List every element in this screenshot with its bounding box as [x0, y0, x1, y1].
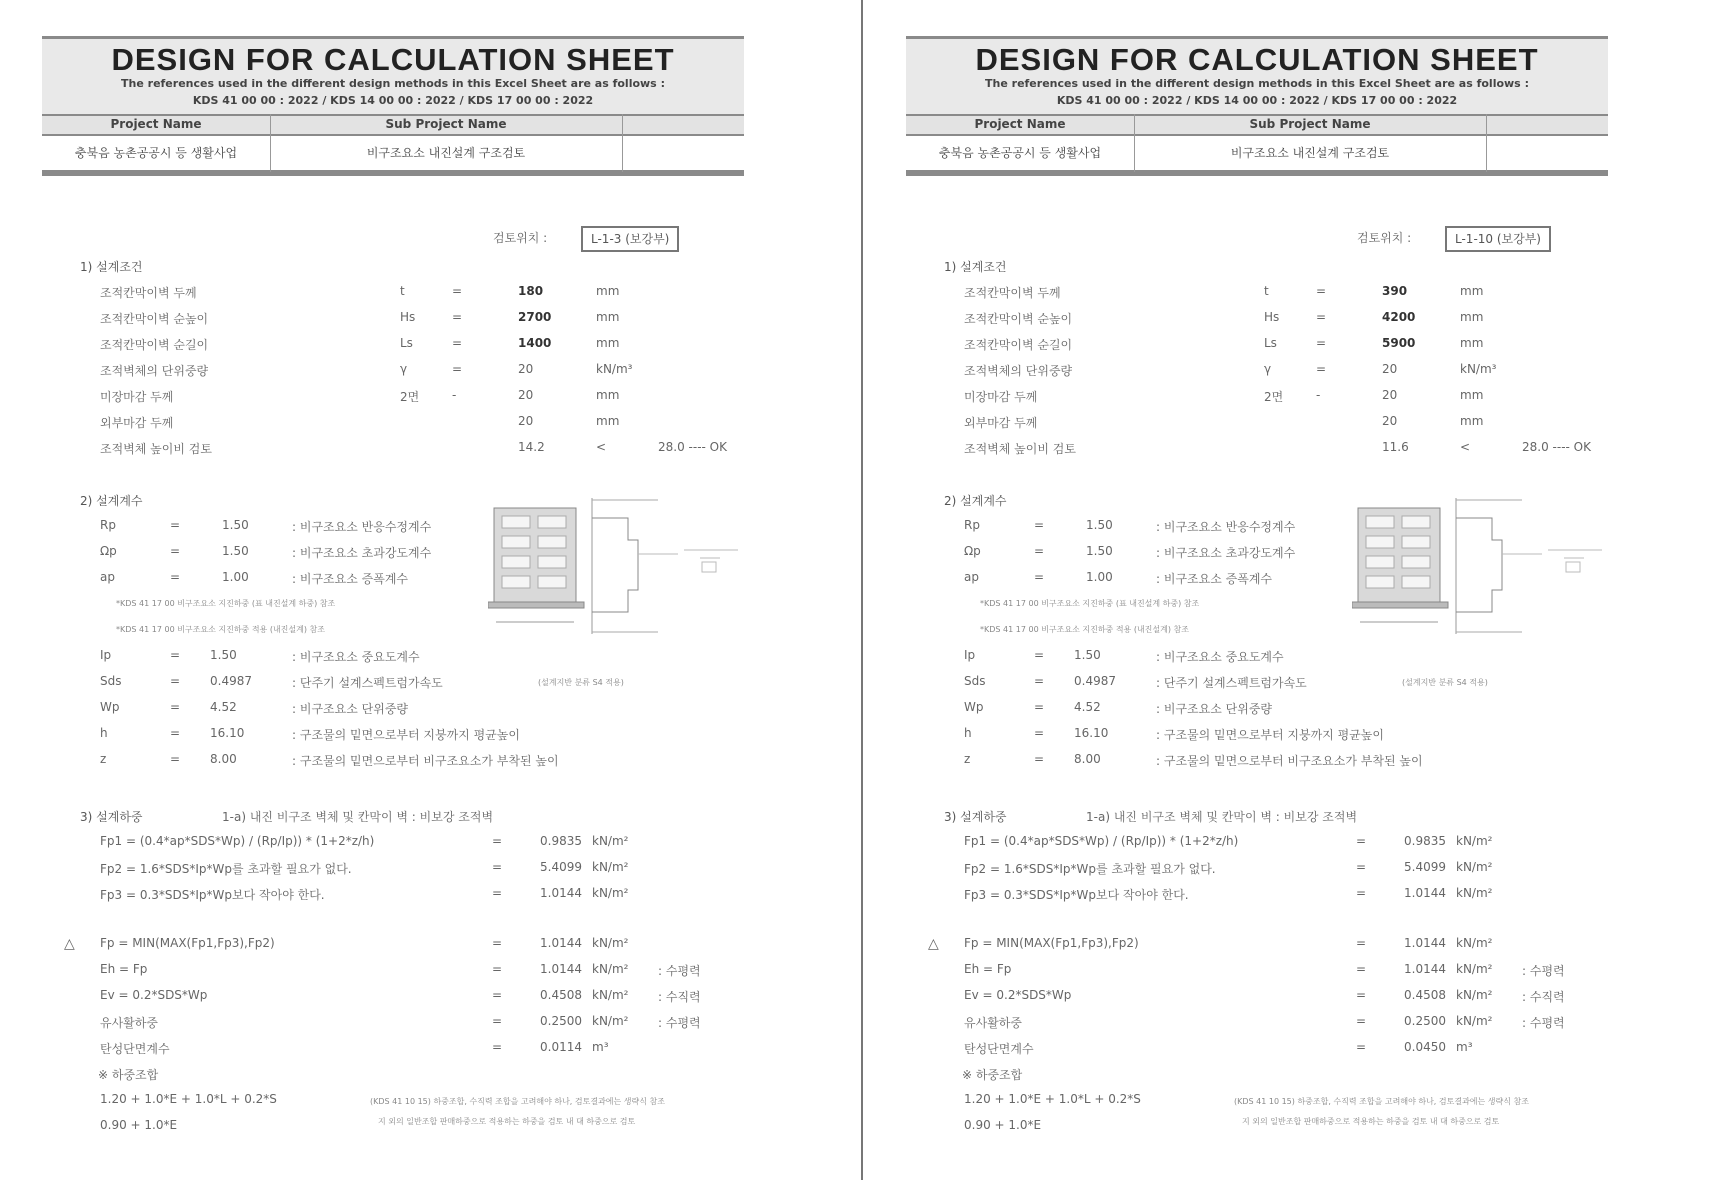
load-combination: 0.90 + 1.0*E	[100, 1118, 178, 1132]
condition-equals: =	[452, 284, 463, 298]
condition-value: 4200	[1382, 310, 1416, 324]
condition-equals: =	[1316, 284, 1327, 298]
condition-name: 조적벽체 높이비 검토	[100, 442, 212, 456]
references-line-2: KDS 41 00 00 : 2022 / KDS 14 00 00 : 2022 / KDS 17 00 00 : 2022	[192, 94, 594, 107]
project-header-row	[906, 114, 1608, 136]
calc-sheet-page-2	[864, 0, 1724, 1180]
coefficient-equals: =	[170, 570, 181, 584]
load-equals: =	[492, 834, 503, 848]
coefficient-description: : 비구조요소 반응수정계수	[292, 520, 432, 534]
coefficient-description: : 비구조요소 증폭계수	[292, 572, 409, 586]
condition-unit: mm	[596, 310, 620, 324]
result-equals: =	[492, 936, 503, 950]
load-combination: 0.90 + 1.0*E	[964, 1118, 1042, 1132]
section-3-title: 3) 설계하중	[80, 810, 143, 824]
condition-equals: =	[1316, 362, 1327, 376]
sheet-title: DESIGN FOR CALCULATION SHEET	[975, 42, 1539, 77]
condition-unit: <	[1460, 440, 1471, 454]
coefficient-description: : 구조물의 밑면으로부터 지붕까지 평균높이	[292, 728, 520, 742]
result-equals: =	[492, 1014, 503, 1028]
load-value: 0.9835	[1404, 834, 1446, 848]
coefficient-description: : 단주기 설계스펙트럼가속도	[292, 676, 443, 690]
page-divider	[861, 0, 863, 1180]
header-divider-2	[622, 114, 623, 172]
coefficient-value: 1.50	[1074, 648, 1101, 662]
load-value: 5.4099	[1404, 860, 1446, 874]
project-name-value: 충북음 농촌공공시 등 생활사업	[938, 146, 1102, 160]
result-expression: Fp = MIN(MAX(Fp1,Fp3),Fp2)	[964, 936, 1139, 950]
result-value: 1.0144	[1404, 962, 1446, 976]
coefficient-equals: =	[1034, 674, 1045, 688]
section-2-title: 2) 설계계수	[80, 494, 143, 508]
result-unit: kN/m²	[1456, 988, 1493, 1002]
coefficient-equals: =	[1034, 648, 1045, 662]
coefficient-equals: =	[170, 544, 181, 558]
load-unit: kN/m²	[592, 886, 629, 900]
condition-symbol: 2면	[1264, 390, 1284, 404]
coefficient-description: : 구조물의 밑면으로부터 지붕까지 평균높이	[1156, 728, 1384, 742]
coefficient-equals: =	[1034, 700, 1045, 714]
load-equals: =	[1356, 834, 1367, 848]
coefficient-description: : 비구조요소 단위중량	[1156, 702, 1273, 716]
coefficient-description: : 구조물의 밑면으로부터 비구조요소가 부착된 높이	[1156, 754, 1423, 768]
coefficient-extra-note: (설계지반 분류 S4 적용)	[1402, 678, 1488, 687]
condition-equals: =	[452, 310, 463, 324]
condition-value: 20	[1382, 388, 1398, 402]
title-band	[42, 36, 744, 115]
coefficient-description: : 구조물의 밑면으로부터 비구조요소가 부착된 높이	[292, 754, 559, 768]
section-2-title: 2) 설계계수	[944, 494, 1007, 508]
load-combination-title: ※ 하중조합	[962, 1068, 1023, 1082]
condition-unit: mm	[1460, 336, 1484, 350]
coefficient-symbol: Wp	[964, 700, 984, 714]
warning-triangle-icon: △	[928, 936, 939, 952]
load-equals: =	[1356, 886, 1367, 900]
load-unit: kN/m²	[1456, 834, 1493, 848]
condition-symbol: 2면	[400, 390, 420, 404]
coefficient-symbol: Sds	[100, 674, 122, 688]
coefficient-description: : 비구조요소 증폭계수	[1156, 572, 1273, 586]
condition-name: 조적칸막이벽 순높이	[100, 312, 209, 326]
header-divider-2	[1486, 114, 1487, 172]
result-equals: =	[1356, 936, 1367, 950]
load-unit: kN/m²	[1456, 860, 1493, 874]
condition-name: 조적벽체의 단위중량	[100, 364, 209, 378]
result-value: 0.2500	[1404, 1014, 1446, 1028]
result-value: 1.0144	[540, 962, 582, 976]
result-value: 0.0114	[540, 1040, 582, 1054]
section-3-title: 3) 설계하중	[944, 810, 1007, 824]
condition-value: 5900	[1382, 336, 1416, 350]
coefficient-equals: =	[170, 674, 181, 688]
sheet-header	[42, 36, 744, 178]
combination-note-1: (KDS 41 10 15) 하중조합, 수직력 조합을 고려해야 하나, 검토결과에는 생략식 참조	[1234, 1097, 1529, 1106]
result-unit: m³	[592, 1040, 609, 1054]
coefficient-description: : 비구조요소 반응수정계수	[1156, 520, 1296, 534]
project-name-label: Project Name	[974, 117, 1066, 131]
result-expression: 유사활하중	[100, 1016, 158, 1030]
coefficient-symbol: h	[100, 726, 108, 740]
condition-value: 20	[1382, 414, 1398, 428]
condition-name: 조적칸막이벽 두께	[964, 286, 1061, 300]
condition-unit: mm	[1460, 388, 1484, 402]
condition-symbol: t	[400, 284, 405, 298]
condition-value: 20	[518, 414, 534, 428]
condition-unit: <	[596, 440, 607, 454]
result-direction-note: : 수평력	[658, 1016, 701, 1030]
coefficient-description: : 비구조요소 초과강도계수	[1156, 546, 1296, 560]
coefficient-value: 8.00	[1074, 752, 1101, 766]
condition-symbol: Ls	[1264, 336, 1277, 350]
condition-symbol: Hs	[1264, 310, 1280, 324]
coefficient-symbol: Rp	[100, 518, 116, 532]
sub-project-name-value: 비구조요소 내진설계 구조검토	[366, 146, 526, 160]
result-equals: =	[1356, 1014, 1367, 1028]
condition-name: 조적칸막이벽 순길이	[100, 338, 209, 352]
project-name-label: Project Name	[110, 117, 202, 131]
result-unit: kN/m²	[1456, 936, 1493, 950]
condition-value: 2700	[518, 310, 552, 324]
coefficient-equals: =	[1034, 752, 1045, 766]
load-value: 1.0144	[1404, 886, 1446, 900]
condition-unit: mm	[596, 388, 620, 402]
coefficient-symbol: ap	[964, 570, 979, 584]
load-equals: =	[492, 886, 503, 900]
result-expression: 탄성단면계수	[100, 1042, 170, 1056]
condition-unit: mm	[1460, 414, 1484, 428]
references-line-1: The references used in the different design methods in this Excel Sheet are as follows :	[121, 77, 665, 90]
section-1-title: 1) 설계조건	[944, 260, 1007, 274]
load-unit: kN/m²	[592, 860, 629, 874]
coefficient-note-2: *KDS 41 17 00 비구조요소 지진하중 적용 (내진설계) 참조	[116, 625, 325, 634]
condition-unit: mm	[596, 336, 620, 350]
coefficient-value: 16.10	[1074, 726, 1109, 740]
result-direction-note: : 수평력	[1522, 1016, 1565, 1030]
load-expression: Fp2 = 1.6*SDS*Ip*Wp를 초과할 필요가 없다.	[964, 862, 1216, 876]
load-unit: kN/m²	[1456, 886, 1493, 900]
load-value: 5.4099	[540, 860, 582, 874]
condition-equals: =	[452, 336, 463, 350]
result-direction-note: : 수직력	[1522, 990, 1565, 1004]
condition-unit: mm	[596, 414, 620, 428]
condition-name: 외부마감 두께	[100, 416, 174, 430]
load-equals: =	[492, 860, 503, 874]
load-value: 0.9835	[540, 834, 582, 848]
result-expression: 탄성단면계수	[964, 1042, 1034, 1056]
condition-name: 조적칸막이벽 순길이	[964, 338, 1073, 352]
load-combination: 1.20 + 1.0*E + 1.0*L + 0.2*S	[100, 1092, 277, 1106]
result-equals: =	[492, 1040, 503, 1054]
condition-symbol: Hs	[400, 310, 416, 324]
coefficient-symbol: Sds	[964, 674, 986, 688]
project-name-value: 충북음 농촌공공시 등 생활사업	[74, 146, 238, 160]
condition-check: 28.0 ---- OK	[1522, 440, 1591, 454]
coefficient-symbol: ap	[100, 570, 115, 584]
result-value: 1.0144	[1404, 936, 1446, 950]
coefficient-description: : 비구조요소 단위중량	[292, 702, 409, 716]
header-divider-1	[1134, 114, 1135, 172]
coefficient-value: 1.50	[210, 648, 237, 662]
result-equals: =	[492, 962, 503, 976]
load-value: 1.0144	[540, 886, 582, 900]
result-unit: m³	[1456, 1040, 1473, 1054]
condition-equals: -	[1316, 388, 1321, 402]
load-expression: Fp3 = 0.3*SDS*Ip*Wp보다 작아야 한다.	[964, 888, 1189, 902]
result-expression: 유사활하중	[964, 1016, 1022, 1030]
condition-unit: mm	[1460, 284, 1484, 298]
condition-value: 180	[518, 284, 544, 298]
load-combination-title: ※ 하중조합	[98, 1068, 159, 1082]
coefficient-value: 1.00	[1086, 570, 1113, 584]
condition-unit: mm	[1460, 310, 1484, 324]
condition-value: 1400	[518, 336, 552, 350]
coefficient-equals: =	[170, 700, 181, 714]
result-equals: =	[1356, 1040, 1367, 1054]
result-unit: kN/m²	[592, 1014, 629, 1028]
result-value: 0.0450	[1404, 1040, 1446, 1054]
result-unit: kN/m²	[1456, 962, 1493, 976]
title-band	[906, 36, 1608, 115]
coefficient-equals: =	[170, 648, 181, 662]
result-value: 0.4508	[1404, 988, 1446, 1002]
condition-value: 20	[518, 362, 534, 376]
condition-value: 20	[1382, 362, 1398, 376]
coefficient-symbol: Wp	[100, 700, 120, 714]
load-combination: 1.20 + 1.0*E + 1.0*L + 0.2*S	[964, 1092, 1141, 1106]
condition-name: 조적벽체의 단위중량	[964, 364, 1073, 378]
result-value: 1.0144	[540, 936, 582, 950]
condition-symbol: Ls	[400, 336, 413, 350]
result-unit: kN/m²	[1456, 1014, 1493, 1028]
wall-load-diagram	[1352, 494, 1612, 640]
coefficient-value: 4.52	[210, 700, 237, 714]
coefficient-equals: =	[1034, 544, 1045, 558]
condition-name: 외부마감 두께	[964, 416, 1038, 430]
result-unit: kN/m²	[592, 988, 629, 1002]
condition-symbol: γ	[400, 362, 408, 376]
coefficient-value: 1.50	[1086, 544, 1113, 558]
condition-equals: -	[452, 388, 457, 402]
condition-name: 조적벽체 높이비 검토	[964, 442, 1076, 456]
coefficient-equals: =	[1034, 570, 1045, 584]
condition-unit: kN/m³	[1460, 362, 1497, 376]
load-unit: kN/m²	[592, 834, 629, 848]
sheet-title: DESIGN FOR CALCULATION SHEET	[111, 42, 675, 77]
coefficient-value: 8.00	[210, 752, 237, 766]
coefficient-symbol: Ip	[964, 648, 976, 662]
coefficient-symbol: Ωp	[100, 544, 117, 558]
coefficient-symbol: z	[964, 752, 971, 766]
coefficient-note-1: *KDS 41 17 00 비구조요소 지진하중 (표 내진설계 하중) 참조	[116, 599, 336, 608]
coefficient-note-2: *KDS 41 17 00 비구조요소 지진하중 적용 (내진설계) 참조	[980, 625, 1189, 634]
condition-value: 390	[1382, 284, 1408, 298]
condition-equals: =	[1316, 336, 1327, 350]
condition-name: 조적칸막이벽 두께	[100, 286, 197, 300]
result-expression: Ev = 0.2*SDS*Wp	[100, 988, 208, 1002]
condition-value: 20	[518, 388, 534, 402]
result-expression: Fp = MIN(MAX(Fp1,Fp3),Fp2)	[100, 936, 275, 950]
sub-project-name-label: Sub Project Name	[1249, 117, 1371, 131]
coefficient-description: : 비구조요소 초과강도계수	[292, 546, 432, 560]
header-divider-1	[270, 114, 271, 172]
condition-check: 28.0 ---- OK	[658, 440, 727, 454]
condition-equals: =	[1316, 310, 1327, 324]
condition-symbol: t	[1264, 284, 1269, 298]
project-value-row	[42, 134, 744, 176]
coefficient-extra-note: (설계지반 분류 S4 적용)	[538, 678, 624, 687]
coefficient-note-1: *KDS 41 17 00 비구조요소 지진하중 (표 내진설계 하중) 참조	[980, 599, 1200, 608]
load-equals: =	[1356, 860, 1367, 874]
location-label: 검토위치 :	[1357, 231, 1412, 245]
load-expression: Fp1 = (0.4*ap*SDS*Wp) / (Rp/Ip)) * (1+2*z/h)	[100, 834, 375, 848]
coefficient-description: : 비구조요소 중요도계수	[292, 650, 420, 664]
wall-load-diagram	[488, 494, 748, 640]
project-value-row	[906, 134, 1608, 176]
condition-value: 11.6	[1382, 440, 1409, 454]
sheet-header	[906, 36, 1608, 178]
combination-note-2: 지 외의 일반조합 판매하중으로 적용하는 하중을 검토 내 대 하중으로 검토	[378, 1117, 636, 1126]
section-3-description: 1-a) 내진 비구조 벽체 및 칸막이 벽 : 비보강 조적벽	[1086, 810, 1358, 824]
coefficient-equals: =	[1034, 518, 1045, 532]
result-equals: =	[1356, 988, 1367, 1002]
combination-note-2: 지 외의 일반조합 판매하중으로 적용하는 하중을 검토 내 대 하중으로 검토	[1242, 1117, 1500, 1126]
location-label: 검토위치 :	[493, 231, 548, 245]
coefficient-equals: =	[1034, 726, 1045, 740]
coefficient-symbol: h	[964, 726, 972, 740]
result-expression: Eh = Fp	[964, 962, 1012, 976]
result-direction-note: : 수평력	[658, 964, 701, 978]
references-line-2: KDS 41 00 00 : 2022 / KDS 14 00 00 : 2022 / KDS 17 00 00 : 2022	[1056, 94, 1458, 107]
coefficient-symbol: Ip	[100, 648, 112, 662]
coefficient-value: 1.50	[1086, 518, 1113, 532]
sub-project-name-label: Sub Project Name	[385, 117, 507, 131]
location-box: L-1-3 (보강부)	[581, 226, 679, 252]
result-equals: =	[1356, 962, 1367, 976]
coefficient-value: 0.4987	[1074, 674, 1116, 688]
load-expression: Fp1 = (0.4*ap*SDS*Wp) / (Rp/Ip)) * (1+2*z/h)	[964, 834, 1239, 848]
condition-equals: =	[452, 362, 463, 376]
condition-value: 14.2	[518, 440, 545, 454]
coefficient-equals: =	[170, 726, 181, 740]
coefficient-value: 4.52	[1074, 700, 1101, 714]
condition-symbol: γ	[1264, 362, 1272, 376]
coefficient-description: : 단주기 설계스펙트럼가속도	[1156, 676, 1307, 690]
section-3-description: 1-a) 내진 비구조 벽체 및 칸막이 벽 : 비보강 조적벽	[222, 810, 494, 824]
warning-triangle-icon: △	[64, 936, 75, 952]
coefficient-symbol: Rp	[964, 518, 980, 532]
coefficient-equals: =	[170, 518, 181, 532]
result-value: 0.4508	[540, 988, 582, 1002]
condition-name: 미장마감 두께	[964, 390, 1038, 404]
condition-unit: mm	[596, 284, 620, 298]
result-value: 0.2500	[540, 1014, 582, 1028]
coefficient-value: 1.50	[222, 544, 249, 558]
result-equals: =	[492, 988, 503, 1002]
section-1-title: 1) 설계조건	[80, 260, 143, 274]
coefficient-value: 16.10	[210, 726, 245, 740]
condition-name: 조적칸막이벽 순높이	[964, 312, 1073, 326]
result-unit: kN/m²	[592, 936, 629, 950]
location-box: L-1-10 (보강부)	[1445, 226, 1551, 252]
coefficient-symbol: z	[100, 752, 107, 766]
condition-name: 미장마감 두께	[100, 390, 174, 404]
coefficient-symbol: Ωp	[964, 544, 981, 558]
coefficient-description: : 비구조요소 중요도계수	[1156, 650, 1284, 664]
references-line-1: The references used in the different design methods in this Excel Sheet are as follows :	[985, 77, 1529, 90]
result-direction-note: : 수평력	[1522, 964, 1565, 978]
calc-sheet-page-1	[0, 0, 860, 1180]
result-expression: Eh = Fp	[100, 962, 148, 976]
sub-project-name-value: 비구조요소 내진설계 구조검토	[1230, 146, 1390, 160]
project-header-row	[42, 114, 744, 136]
result-direction-note: : 수직력	[658, 990, 701, 1004]
coefficient-value: 1.00	[222, 570, 249, 584]
coefficient-value: 1.50	[222, 518, 249, 532]
result-unit: kN/m²	[592, 962, 629, 976]
result-expression: Ev = 0.2*SDS*Wp	[964, 988, 1072, 1002]
load-expression: Fp2 = 1.6*SDS*Ip*Wp를 초과할 필요가 없다.	[100, 862, 352, 876]
condition-unit: kN/m³	[596, 362, 633, 376]
coefficient-equals: =	[170, 752, 181, 766]
load-expression: Fp3 = 0.3*SDS*Ip*Wp보다 작아야 한다.	[100, 888, 325, 902]
coefficient-value: 0.4987	[210, 674, 252, 688]
combination-note-1: (KDS 41 10 15) 하중조합, 수직력 조합을 고려해야 하나, 검토결과에는 생략식 참조	[370, 1097, 665, 1106]
